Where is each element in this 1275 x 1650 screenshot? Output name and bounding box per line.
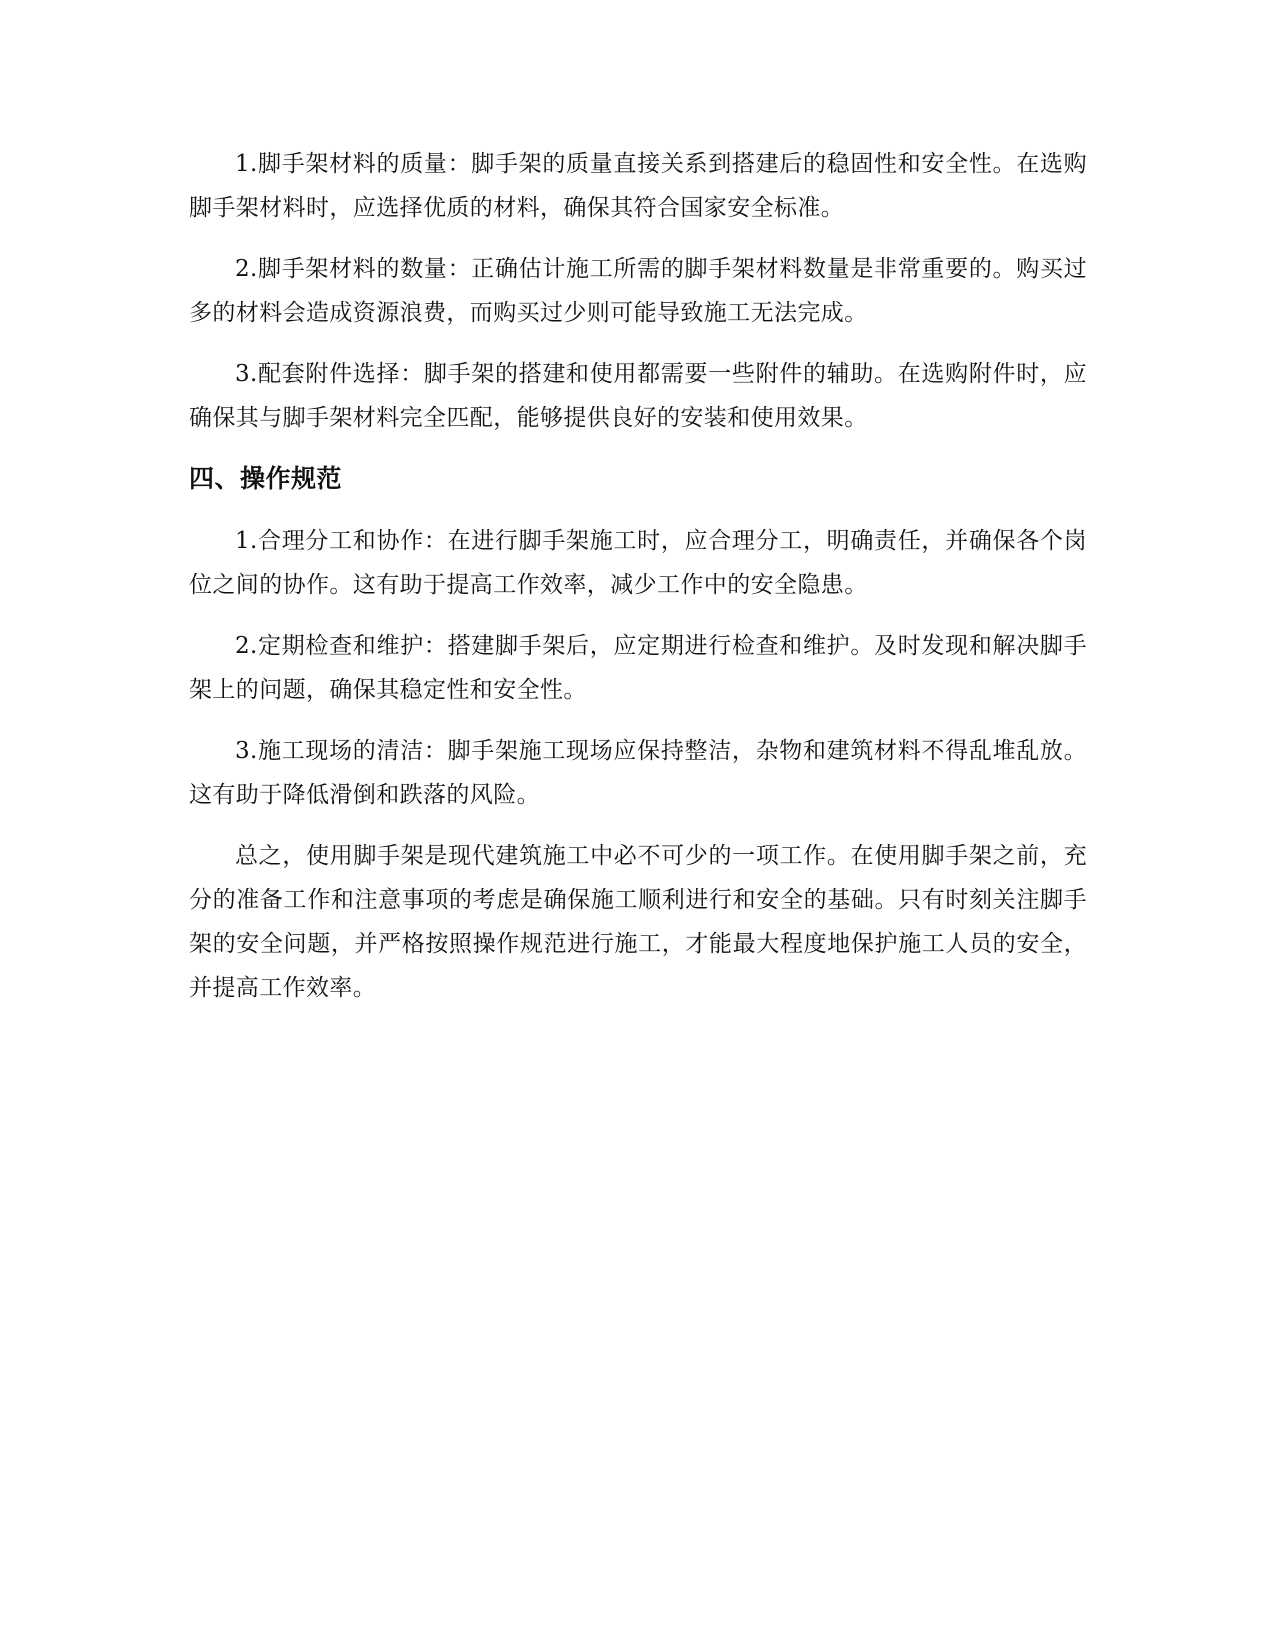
document-body (189, 142, 1087, 1027)
paragraph-division-cooperation: 1.合理分工和协作：在进行脚手架施工时，应合理分工，明确责任，并确保各个岗位之间的协作。这有助于提高工作效率，减少工作中的安全隐患。 (189, 528, 1087, 598)
section-heading-operation-rules: 四、操作规范 (189, 464, 343, 493)
paragraph-inspection-maintenance: 2.定期检查和维护：搭建脚手架后，应定期进行检查和维护。及时发现和解决脚手架上的问题，确保其稳定性和安全性。 (189, 633, 1087, 703)
paragraph-accessory-selection: 3.配套附件选择：脚手架的搭建和使用都需要一些附件的辅助。在选购附件时，应确保其与脚手架材料完全匹配，能够提供良好的安装和使用效果。 (189, 361, 1087, 431)
paragraph-conclusion: 总之，使用脚手架是现代建筑施工中必不可少的一项工作。在使用脚手架之前，充分的准备工作和注意事项的考虑是确保施工顺利进行和安全的基础。只有时刻关注脚手架的安全问题，并严格按照操作规范进行施工，才能最大程度地保护施工人员的安全，并提高工作效率。 (189, 843, 1087, 1001)
paragraph-material-quality: 1.脚手架材料的质量：脚手架的质量直接关系到搭建后的稳固性和安全性。在选购脚手架材料时，应选择优质的材料，确保其符合国家安全标准。 (189, 151, 1087, 221)
paragraph-site-cleanliness: 3.施工现场的清洁：脚手架施工现场应保持整洁，杂物和建筑材料不得乱堆乱放。这有助于降低滑倒和跌落的风险。 (189, 738, 1087, 808)
paragraph-material-quantity: 2.脚手架材料的数量：正确估计施工所需的脚手架材料数量是非常重要的。购买过多的材料会造成资源浪费，而购买过少则可能导致施工无法完成。 (189, 256, 1087, 326)
